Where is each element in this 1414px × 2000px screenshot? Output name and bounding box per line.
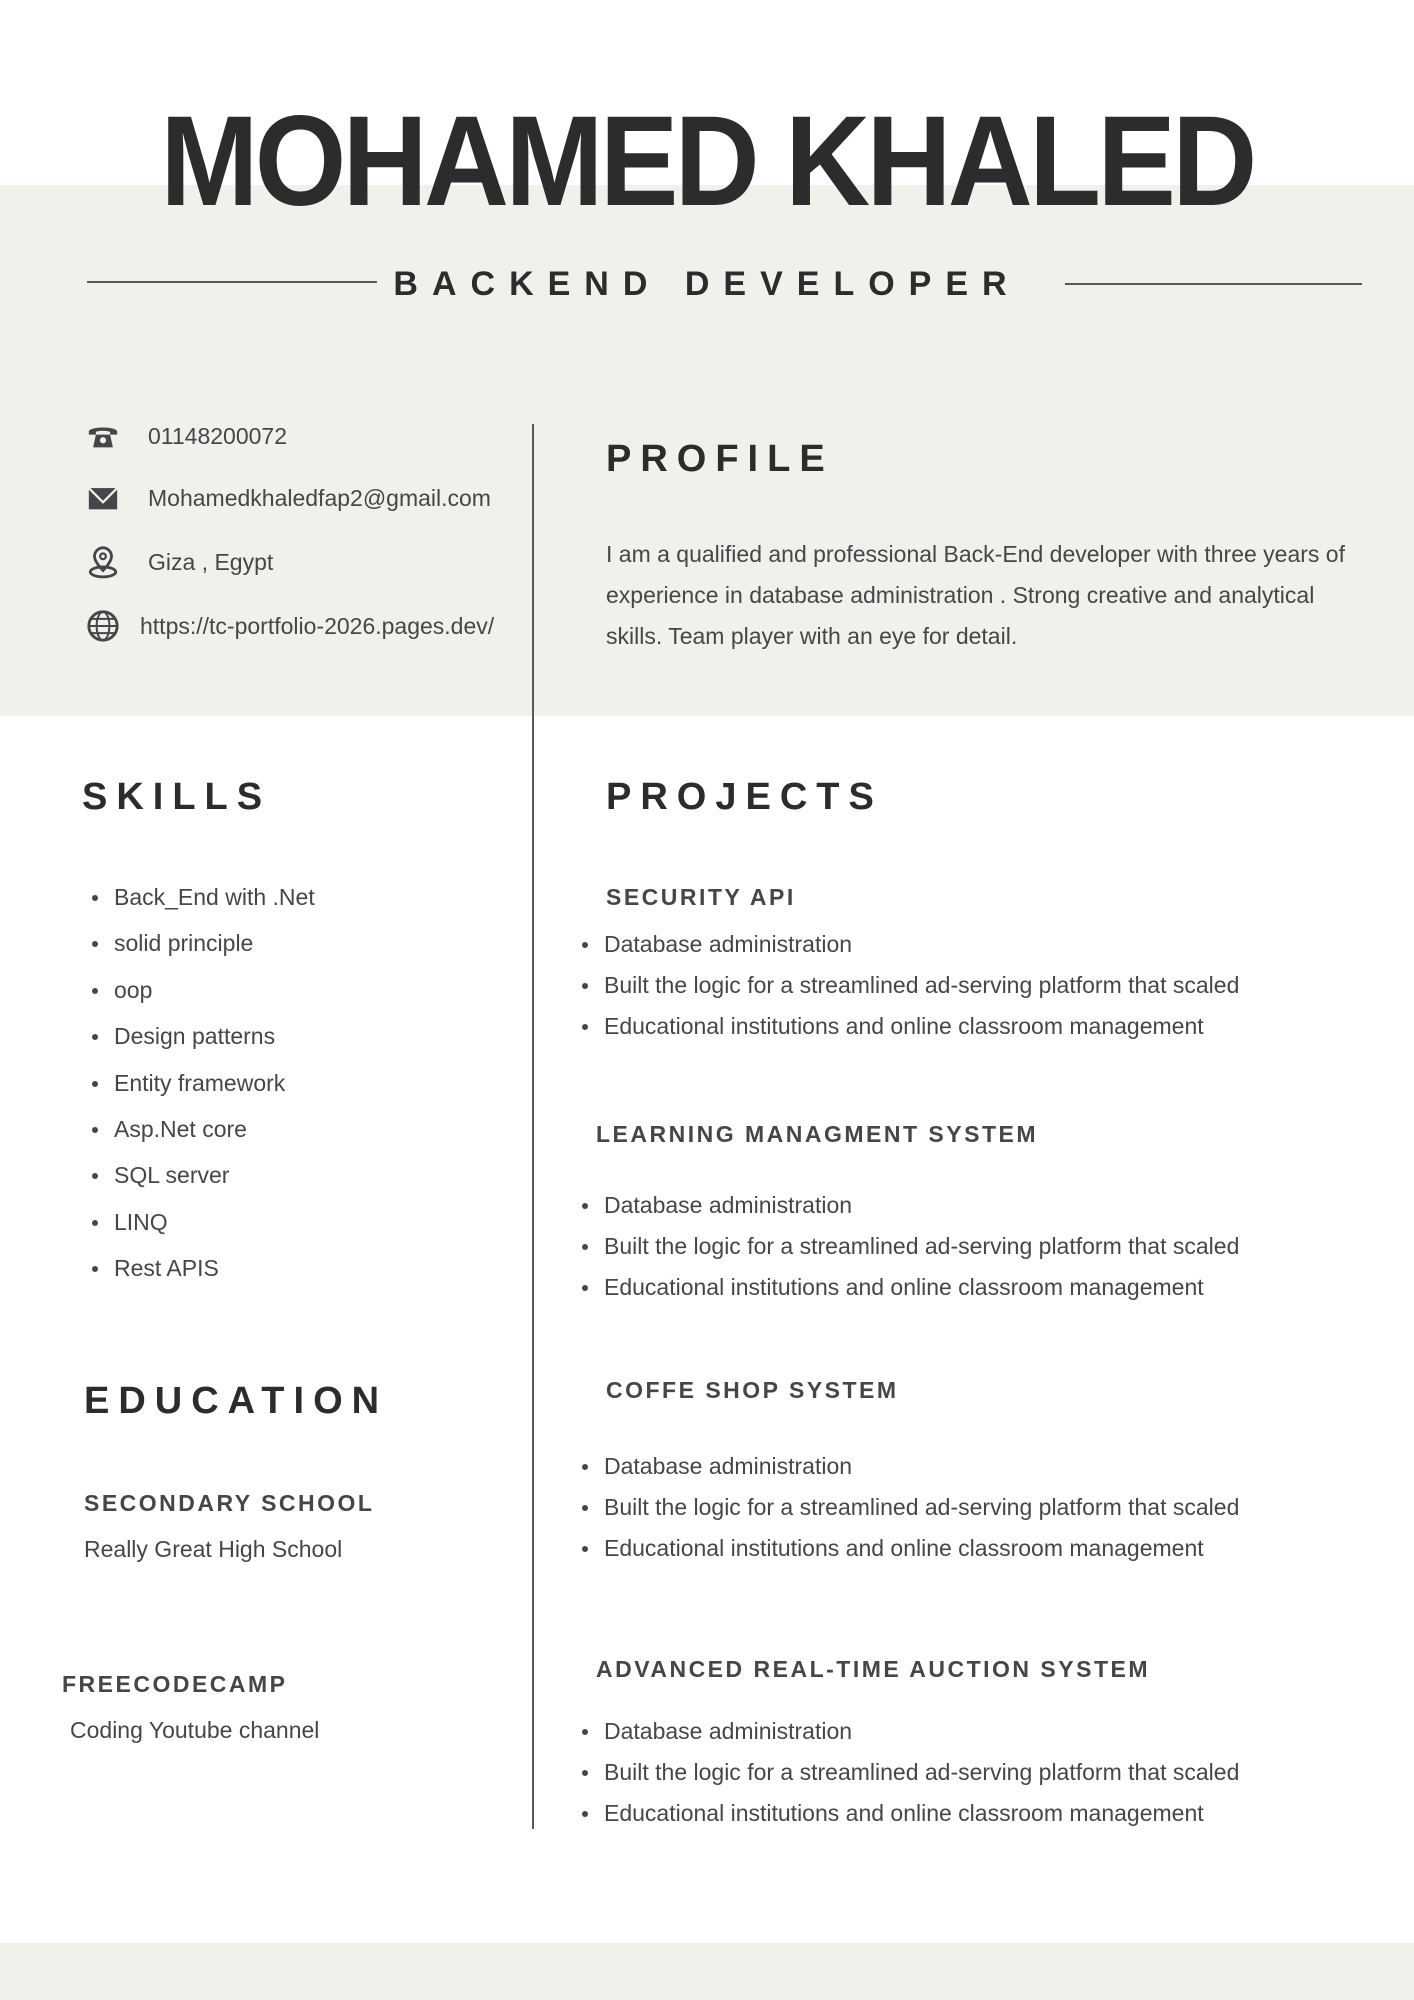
project-bullet: Built the logic for a streamlined ad-serving platform that scaled [604,965,1239,1006]
education-subtitle: Really Great High School [84,1536,343,1562]
education-title: SECONDARY SCHOOL [84,1490,375,1516]
project-bullet: Built the logic for a streamlined ad-serving platform that scaled [604,1487,1239,1528]
project-bullet: Database administration [604,1185,1239,1226]
contact-phone [86,416,287,456]
skill-item: Design patterns [114,1013,315,1059]
website-link[interactable]: https://tc-portfolio-2026.pages.dev/ [140,612,495,639]
project-bullet: Educational institutions and online classroom management [604,1528,1239,1569]
project-bullets [604,1711,1239,1834]
projects-heading: PROJECTS [606,776,883,818]
project-title: SECURITY API [606,884,796,910]
phone-text: 01148200072 [148,422,287,449]
skills-heading: SKILLS [82,776,272,818]
contact-website[interactable] [86,606,494,646]
skill-item: Back_End with .Net [114,874,315,920]
skills-list [114,874,315,1292]
location-pin-icon [86,545,120,579]
profile-heading: PROFILE [606,438,834,480]
education-subtitle: Coding Youtube channel [70,1717,320,1743]
project-title: ADVANCED REAL-TIME AUCTION SYSTEM [596,1656,1150,1682]
skill-item: LINQ [114,1199,315,1245]
column-divider [532,424,534,1829]
globe-icon [86,609,120,643]
footer-band [0,1943,1414,2000]
candidate-name: MOHAMED KHALED [160,90,1254,233]
education-title: FREECODECAMP [62,1671,288,1697]
project-bullet: Educational institutions and online classroom management [604,1793,1239,1834]
project-bullets [604,1185,1239,1308]
skill-item: Rest APIS [114,1245,315,1291]
job-title: BACKEND DEVELOPER [393,265,1021,303]
project-bullet: Database administration [604,924,1239,965]
phone-icon [86,419,120,453]
project-bullet: Educational institutions and online classroom management [604,1006,1239,1047]
project-bullets [604,1446,1239,1569]
project-bullet: Educational institutions and online classroom management [604,1267,1239,1308]
project-bullet: Database administration [604,1711,1239,1752]
skill-item: Entity framework [114,1060,315,1106]
location-text: Giza , Egypt [148,548,274,575]
skill-item: oop [114,967,315,1013]
project-title: COFFE SHOP SYSTEM [606,1377,899,1403]
contact-location [86,542,273,582]
skill-item: solid principle [114,920,315,966]
project-bullets [604,924,1239,1047]
project-title: LEARNING MANAGMENT SYSTEM [596,1121,1038,1147]
skill-item: SQL server [114,1152,315,1198]
education-heading: EDUCATION [84,1380,389,1422]
project-bullet: Database administration [604,1446,1239,1487]
skill-item: Asp.Net core [114,1106,315,1152]
project-bullet: Built the logic for a streamlined ad-serving platform that scaled [604,1226,1239,1267]
email-text[interactable]: Mohamedkhaledfap2@gmail.com [148,484,491,511]
contact-email[interactable] [86,478,491,518]
profile-text: I am a qualified and professional Back-End developer with three years of experience in database administration . Strong creative and analytical skills. Team player with an eye for detail. [606,541,1345,649]
project-bullet: Built the logic for a streamlined ad-serving platform that scaled [604,1752,1239,1793]
mail-icon [86,481,120,515]
